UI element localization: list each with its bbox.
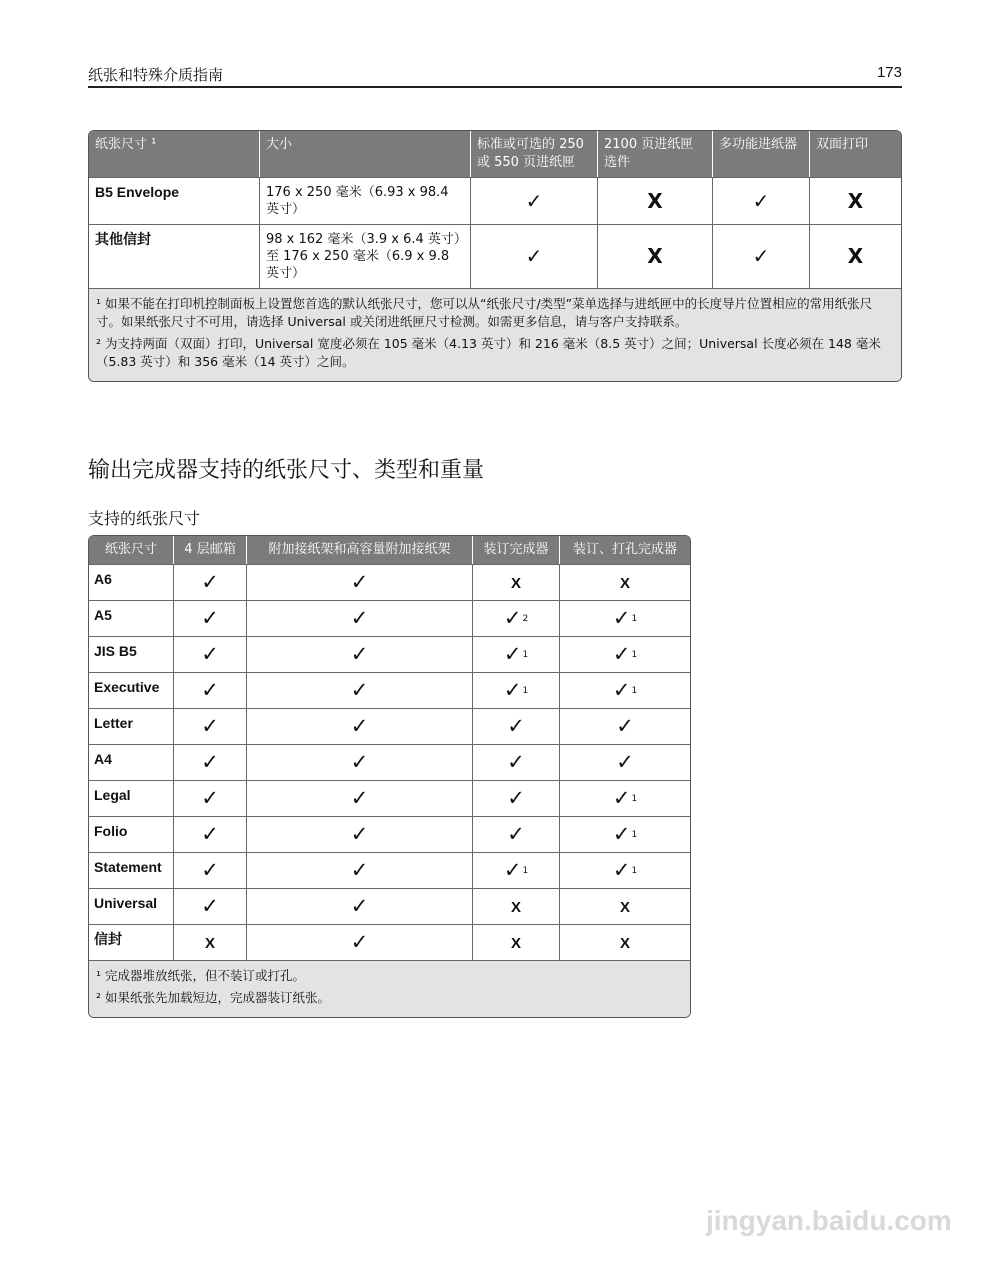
check-icon — [247, 924, 473, 960]
check-mark: ✓ — [350, 750, 369, 774]
x-mark: X — [204, 935, 215, 952]
paper-size-table-1 — [88, 130, 902, 382]
check-icon — [473, 672, 560, 708]
running-title: 纸张和特殊介质指南 — [88, 66, 224, 84]
check-icon — [174, 636, 247, 672]
check-icon — [247, 744, 473, 780]
check-mark: ✓ — [350, 930, 369, 954]
size-name: Folio — [89, 816, 174, 852]
size-name: A6 — [89, 564, 174, 600]
footnote-ref: 1 — [522, 865, 529, 876]
check-icon — [560, 816, 690, 852]
table-row — [89, 888, 690, 924]
check-mark: ✓ — [350, 894, 369, 918]
size-name: JIS B5 — [89, 636, 174, 672]
col-header: 纸张尺寸 ¹ — [89, 131, 260, 177]
check-mark: ✓ — [612, 857, 631, 882]
x-mark: X — [619, 899, 630, 916]
footnote-ref: 2 — [522, 613, 529, 624]
x-icon — [560, 564, 690, 600]
table-row — [89, 852, 690, 888]
size-dimensions: 98 x 162 毫米（3.9 x 6.4 英寸）至 176 x 250 毫米（6.9 x 9.8 英寸） — [260, 224, 471, 288]
page-header — [88, 62, 902, 88]
check-icon — [473, 600, 560, 636]
size-name: Letter — [89, 708, 174, 744]
size-name: B5 Envelope — [89, 177, 260, 224]
col-header: 4 层邮箱 — [174, 536, 247, 564]
check-icon — [174, 888, 247, 924]
check-mark: ✓ — [612, 821, 631, 846]
check-mark: ✓ — [612, 677, 631, 702]
size-name: Universal — [89, 888, 174, 924]
footnote: ¹ 完成器堆放纸张，但不装订或打孔。 — [96, 968, 305, 983]
check-icon — [247, 636, 473, 672]
check-icon — [560, 672, 690, 708]
check-mark: ✓ — [612, 641, 631, 666]
size-dimensions: 176 x 250 毫米（6.93 x 98.4 英寸） — [260, 177, 471, 224]
footnote-ref: 1 — [631, 793, 638, 804]
check-mark: ✓ — [201, 786, 219, 810]
footnote-ref: 1 — [631, 613, 638, 624]
check-icon — [174, 600, 247, 636]
check-icon — [560, 636, 690, 672]
check-mark: ✓ — [350, 786, 369, 810]
footnote-ref: 1 — [631, 829, 638, 840]
footnote-ref: 1 — [631, 649, 638, 660]
check-icon — [473, 708, 560, 744]
size-name: A5 — [89, 600, 174, 636]
x-icon: X — [810, 224, 901, 288]
check-mark: ✓ — [616, 750, 634, 774]
check-mark: ✓ — [201, 750, 219, 774]
check-mark: ✓ — [503, 677, 522, 702]
check-icon — [473, 852, 560, 888]
page-number: 173 — [876, 64, 902, 81]
check-icon — [560, 744, 690, 780]
check-icon: ✓ — [471, 177, 598, 224]
col-header: 附加接纸架和高容量附加接纸架 — [247, 536, 473, 564]
x-icon — [560, 888, 690, 924]
footnote: ² 为支持两面（双面）打印，Universal 宽度必须在 105 毫米（4.13 英寸）和 216 毫米（8.5 英寸）之间；Universal 长度必须在 148 毫米（5.83 英寸）和 356 毫米（14 英寸）之间。 — [96, 336, 881, 369]
footnote-ref: 1 — [631, 865, 638, 876]
col-header: 多功能进纸器 — [713, 131, 810, 177]
section-title: 输出完成器支持的纸张尺寸、类型和重量 — [88, 458, 485, 483]
check-icon — [473, 636, 560, 672]
col-header: 双面打印 — [810, 131, 901, 177]
table-footnotes — [89, 960, 690, 1017]
check-icon — [174, 564, 247, 600]
check-mark: ✓ — [201, 642, 219, 666]
col-header: 大小 — [260, 131, 471, 177]
check-mark: ✓ — [201, 570, 219, 594]
table-row — [89, 924, 690, 960]
check-icon — [174, 708, 247, 744]
footnote: ¹ 如果不能在打印机控制面板上设置您首选的默认纸张尺寸，您可以从“纸张尺寸/类型”菜单选择与进纸匣中的长度导片位置相应的常用纸张尺寸。如果纸张尺寸不可用，请选择 Universal 或关闭进纸匣尺寸检测。如需更多信息，请与客户支持联系。 — [96, 296, 873, 329]
x-icon: X — [598, 177, 713, 224]
col-header: 装订完成器 — [473, 536, 560, 564]
check-mark: ✓ — [350, 606, 369, 630]
footnote-ref: 1 — [522, 649, 529, 660]
table-row — [89, 636, 690, 672]
check-icon — [247, 672, 473, 708]
x-icon — [473, 888, 560, 924]
check-icon — [174, 780, 247, 816]
check-icon — [247, 888, 473, 924]
check-icon — [473, 780, 560, 816]
check-mark: ✓ — [503, 605, 522, 630]
table-row — [89, 600, 690, 636]
size-name: 信封 — [89, 924, 174, 960]
check-mark: ✓ — [616, 714, 634, 738]
check-mark: ✓ — [350, 714, 369, 738]
x-mark: X — [510, 899, 521, 916]
size-name: Executive — [89, 672, 174, 708]
size-name: A4 — [89, 744, 174, 780]
x-icon — [174, 924, 247, 960]
footnote: ² 如果纸张先加载短边，完成器装订纸张。 — [96, 990, 330, 1005]
table-row — [89, 780, 690, 816]
size-name: Statement — [89, 852, 174, 888]
check-icon — [247, 780, 473, 816]
x-icon — [560, 924, 690, 960]
x-icon — [473, 564, 560, 600]
table-row — [89, 564, 690, 600]
x-mark: X — [619, 575, 630, 592]
check-mark: ✓ — [507, 786, 525, 810]
x-icon — [473, 924, 560, 960]
size-name: 其他信封 — [89, 224, 260, 288]
check-mark: ✓ — [201, 678, 219, 702]
check-icon — [174, 816, 247, 852]
table-row — [89, 816, 690, 852]
watermark-text: jingyan.baidu.com — [706, 1205, 952, 1236]
check-icon — [560, 708, 690, 744]
check-icon — [247, 708, 473, 744]
finisher-size-table — [88, 535, 691, 1018]
check-mark: ✓ — [350, 678, 369, 702]
check-mark: ✓ — [612, 785, 631, 810]
check-mark: ✓ — [201, 606, 219, 630]
col-header: 装订、打孔完成器 — [560, 536, 690, 564]
check-mark: ✓ — [507, 750, 525, 774]
table-footnotes — [89, 288, 901, 381]
check-mark: ✓ — [507, 714, 525, 738]
table-row — [89, 672, 690, 708]
col-header: 标准或可选的 250 或 550 页进纸匣 — [471, 131, 598, 177]
table-row — [89, 744, 690, 780]
check-icon — [560, 600, 690, 636]
check-icon — [473, 744, 560, 780]
check-icon: ✓ — [713, 177, 810, 224]
col-header: 纸张尺寸 — [89, 536, 174, 564]
check-icon — [247, 852, 473, 888]
check-mark: ✓ — [507, 822, 525, 846]
table-row — [89, 177, 901, 224]
check-mark: ✓ — [201, 714, 219, 738]
col-header: 2100 页进纸匣选件 — [598, 131, 713, 177]
check-icon — [174, 852, 247, 888]
check-mark: ✓ — [201, 822, 219, 846]
check-icon — [247, 564, 473, 600]
check-mark: ✓ — [350, 570, 369, 594]
check-icon — [247, 600, 473, 636]
check-mark: ✓ — [201, 894, 219, 918]
check-icon: ✓ — [471, 224, 598, 288]
table-row — [89, 224, 901, 288]
size-name: Legal — [89, 780, 174, 816]
check-mark: ✓ — [503, 641, 522, 666]
check-mark: ✓ — [612, 605, 631, 630]
check-mark: ✓ — [350, 822, 369, 846]
footnote-ref: 1 — [522, 685, 529, 696]
check-icon — [174, 672, 247, 708]
check-icon — [560, 780, 690, 816]
check-icon — [473, 816, 560, 852]
footnote-ref: 1 — [631, 685, 638, 696]
table-row — [89, 708, 690, 744]
x-icon: X — [810, 177, 901, 224]
check-mark: ✓ — [201, 858, 219, 882]
x-mark: X — [619, 935, 630, 952]
check-mark: ✓ — [503, 857, 522, 882]
x-icon: X — [598, 224, 713, 288]
check-icon — [174, 744, 247, 780]
x-mark: X — [510, 575, 521, 592]
check-icon — [560, 852, 690, 888]
check-mark: ✓ — [350, 858, 369, 882]
check-mark: ✓ — [350, 642, 369, 666]
x-mark: X — [510, 935, 521, 952]
check-icon: ✓ — [713, 224, 810, 288]
check-icon — [247, 816, 473, 852]
subsection-title: 支持的纸张尺寸 — [88, 509, 201, 528]
